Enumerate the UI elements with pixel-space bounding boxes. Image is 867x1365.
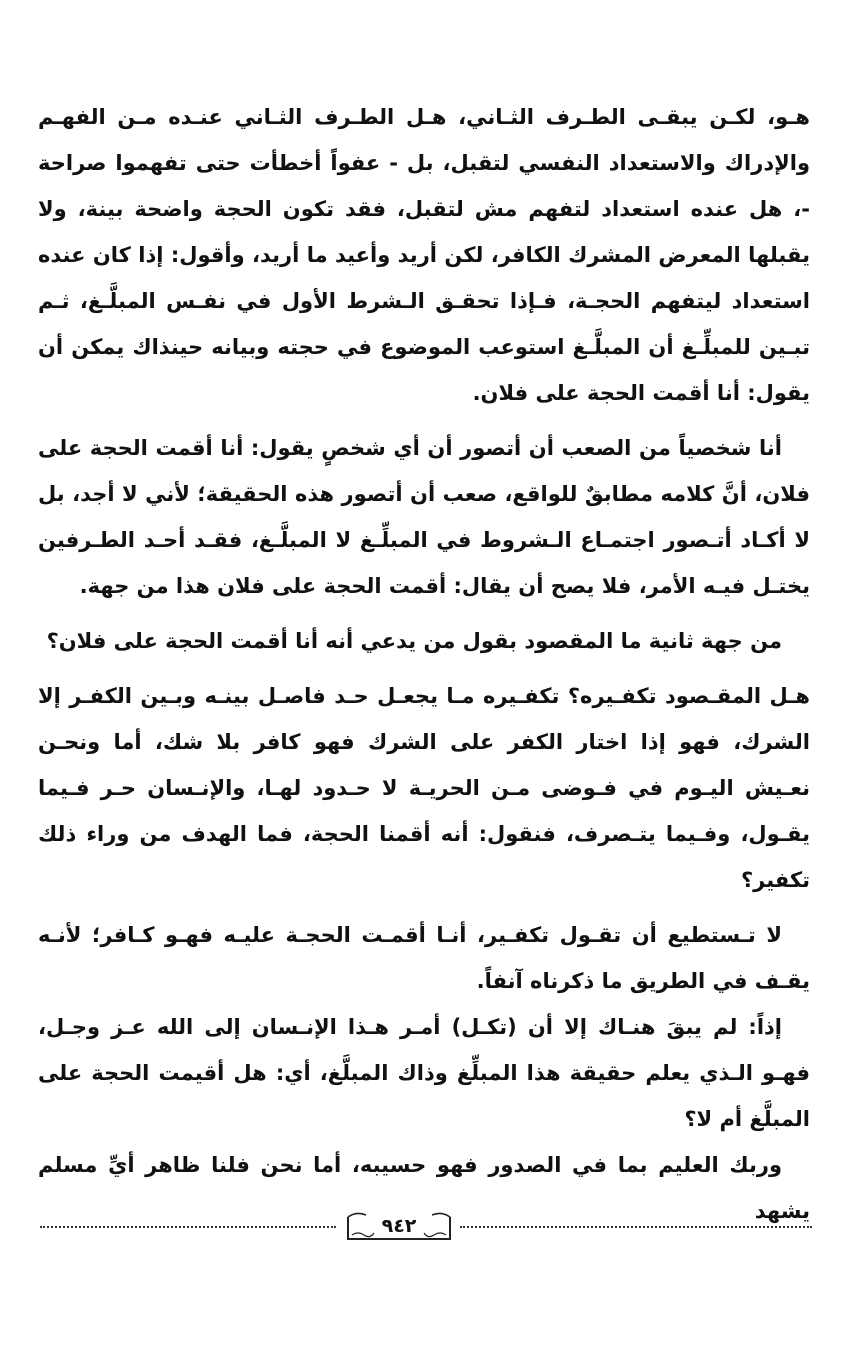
page-number: ٩٤٢ [381,1215,417,1237]
page-number-frame [344,1209,454,1243]
paragraph-7: وربك العليم بما في الصدور فهو حسيبه، أما نحن فلنا ظاهر أيِّ مسلم يشهد [38,1153,810,1223]
footer-dotted-rule-left [40,1226,336,1228]
paragraph-5: لا تـستطيع أن تقـول تكفـير، أنـا أقمـت الحجـة عليـه فهـو كـافر؛ لأنـه يقـف في الطريق ما ذكرناه آنفاً. [38,923,810,993]
paragraph-2: أنا شخصياً من الصعب أن أتصور أن أي شخصٍ يقول: أنا أقمت الحجة على فلان، أنَّ كلامه مطابقٌ للواقع، صعب أن أتصور هذه الحقيقة؛ لأني لا أجد، بل لا أكـاد أتـصور اجتمـاع الـشروط في المبلِّـغ لا المبلَّـغ، فقـد أحـد الطـرفين يختـل فيـه الأمر، فلا يصح أن يقال: أقمت الحجة على فلان هذا من جهة. [38,436,810,598]
page-body-text [38,94,810,1243]
paragraph-4: هـل المقـصود تكفـيره؟ تكفـيره مـا يجعـل حـد فاصـل بينـه وبـين الكفـر إلا الشرك، فهو إذا اختار الكفر على الشرك فهو كافر بلا شك، أما ونحـن نعـيش اليـوم في فـوضى مـن الحريـة لا حـدود لهـا، والإنـسان حـر فـيما يقـول، وفـيما يتـصرف، فنقول: أنه أقمنا الحجة، فما الهدف من وراء ذلك تكفير؟ [38,684,810,892]
paragraph-1: هـو، لكـن يبقـى الطـرف الثـاني، هـل الطـرف الثـاني عنـده مـن الفهـم والإدراك والاستعداد النفسي لتقبل، بل - عفواً أخطأت حتى تفهموا صراحة -، هل عنده استعداد لتفهم مش لتقبل، فقد تكون الحجة واضحة بينة، ولا يقبلها المعرض المشرك الكافر، لكن أريد وأعيد ما أريد، وأقول: إذا كان عنده استعداد ليتفهم الحجـة، فـإذا تحقـق الـشرط الأول في نفـس المبلَّـغ، ثـم تبـين للمبلِّـغ أن المبلَّـغ استوعب الموضوع في حجته وبيانه حينذاك يمكن أن يقول: أنا أقمت الحجة على فلان. [38,105,810,405]
page-footer [40,1207,812,1247]
footer-dotted-rule-right [460,1226,812,1228]
paragraph-3: من جهة ثانية ما المقصود بقول من يدعي أنه أنا أقمت الحجة على فلان؟ [46,629,782,653]
paragraph-6: إذاً: لم يبقَ هنـاك إلا أن (تكـل) أمـر هـذا الإنـسان إلى الله عـز وجـل، فهـو الـذي يعلم حقيقة هذا المبلِّغ وذاك المبلَّغ، أي: هل أقيمت الحجة على المبلَّغ أم لا؟ [38,1015,810,1131]
